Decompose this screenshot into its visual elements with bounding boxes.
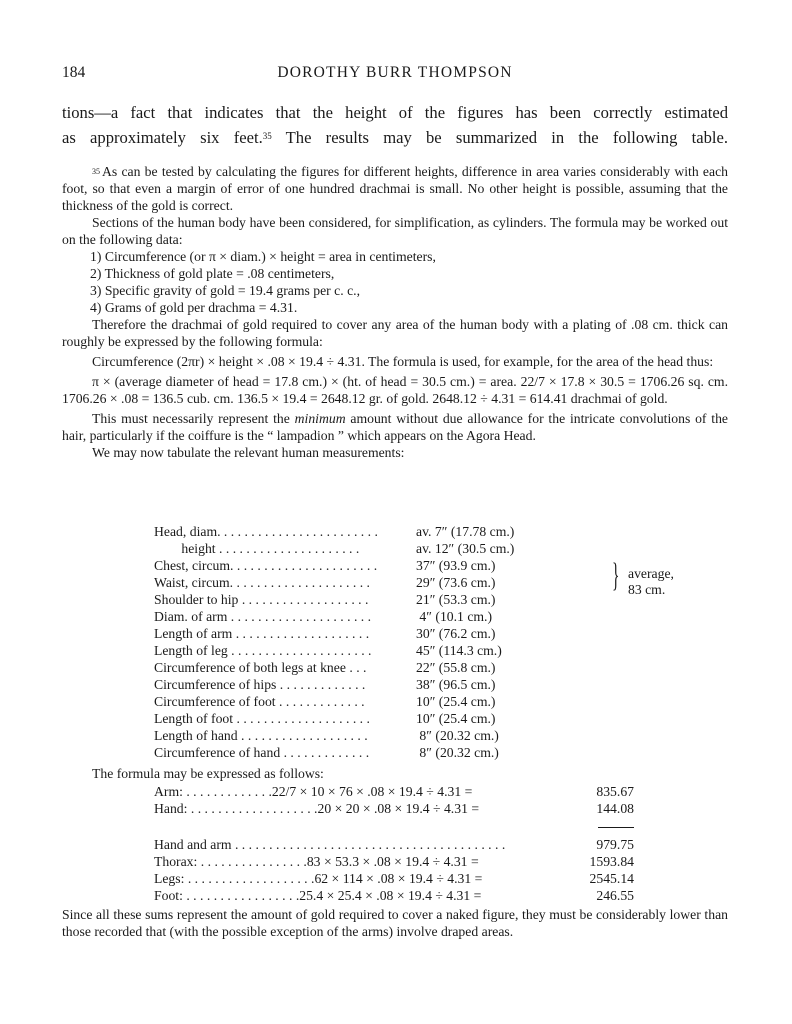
data-list-item: 1) Circumference (or π × diam.) × height = area in centimeters, [90,249,436,264]
measure-label: Length of arm . . . . . . . . . . . . . . . . . . . . [154,626,370,641]
footnote-35 [62,163,728,461]
running-header [62,64,728,86]
footnote-reference[interactable]: 35 [262,131,272,141]
table-row [154,693,674,710]
data-list-item: 2) Thickness of gold plate = .08 centimeters, [90,266,335,281]
measure-label: Length of leg . . . . . . . . . . . . . . . . . . . . . [154,643,372,658]
measure-label: Circumference of hand . . . . . . . . . . . . . [154,745,370,760]
measure-value: 29″ (73.6 cm.) [416,575,496,590]
main-text-line-1: tions—a fact that indicates that the height of the figures has been correctly estimated [62,103,728,122]
footnote-para-1 [62,163,728,214]
footnote-para-6-b: amount without due allowance for the intricate convolutions of the hair, particularly if the coiffure is the “ lampadion ” which appears on the Agora Head. [62,411,729,443]
footnote-para-6 [62,410,728,444]
table-row [154,727,674,744]
calc-result: 1593.84 [589,854,634,869]
table-row [154,659,674,676]
measure-value: 38″ (96.5 cm.) [416,677,496,692]
calc-expression: Foot: . . . . . . . . . . . . . . . . .25.4 × 25.4 × .08 × 19.4 ÷ 4.31 = [154,888,482,903]
average-note: average, 83 cm. [628,566,674,597]
measure-label: Diam. of arm . . . . . . . . . . . . . . . . . . . . . [154,609,372,624]
calc-result: 835.67 [596,784,634,799]
measure-value: 4″ (10.1 cm.) [416,609,493,624]
measure-value: 8″ (20.32 cm.) [416,745,499,760]
data-list-item: 4) Grams of gold per drachma = 4.31. [90,300,298,315]
table-row [154,744,674,761]
table-row [154,608,674,625]
data-list [62,248,728,316]
measure-value: 45″ (114.3 cm.) [416,643,502,658]
calc-expression: Legs: . . . . . . . . . . . . . . . . . . .62 × 114 × .08 × 19.4 ÷ 4.31 = [154,871,483,886]
measure-value: av. 12″ (30.5 cm.) [416,541,515,556]
footnote-para-5: π × (average diameter of head = 17.8 cm.) × (ht. of head = 30.5 cm.) = area. 22/7 × 17.8 × 30.5 = 1706.26 sq. cm. 1706.26 × .08 = 136.5 cub. cm. 136.5 × 19.4 = 2648.12 gr. of gold. 2648.12 ÷ 4.31 = 614.41 drachmai of gold. [62,374,728,406]
measure-label: Waist, circum. . . . . . . . . . . . . . . . . . . . . [154,575,370,590]
measure-label: Length of foot . . . . . . . . . . . . . . . . . . . . [154,711,370,726]
calc-row-hand [154,800,634,817]
footnote-para-3: Therefore the drachmai of gold required to cover any area of the human body with a plating of .08 cm. thick can roughly be expressed by the following formula: [62,317,728,349]
sum-rule [598,827,634,828]
right-brace-icon: } [612,557,620,594]
measure-label: Circumference of hips . . . . . . . . . . . . . [154,677,366,692]
calc-row-foot [154,887,634,904]
measure-value: 37″ (93.9 cm.) [416,558,496,573]
calc-row-thorax [154,853,634,870]
table-row [154,523,674,540]
calc-expression: Hand and arm . . . . . . . . . . . . . . . . . . . . . . . . . . . . . . . . . . . . . . . . [154,837,506,852]
table-row [154,625,674,642]
running-title: DOROTHY BURR THOMPSON [277,64,513,81]
measure-value: 10″ (25.4 cm.) [416,694,496,709]
calc-expression: Hand: . . . . . . . . . . . . . . . . . . .20 × 20 × .08 × 19.4 ÷ 4.31 = [154,801,480,816]
measure-value: av. 7″ (17.78 cm.) [416,524,515,539]
measure-label: Head, diam. . . . . . . . . . . . . . . . . . . . . . . . [154,524,378,539]
main-text-line-2-end: The results may be summarized in the following table. [271,128,728,147]
calc-row-legs [154,870,634,887]
table-row [154,676,674,693]
measure-label: Shoulder to hip . . . . . . . . . . . . . . . . . . . [154,592,369,607]
main-text-line-2 [62,125,728,150]
footnote-para-6-a: This must necessarily represent the [92,411,295,426]
footnote-para-7: We may now tabulate the relevant human measurements: [92,445,405,460]
footnote-para-1-text: As can be tested by calculating the figures for different heights, difference in area varies considerably with each foot, so that even a margin of error of one hundred drachmai is small. No other height is possible, assuming that the thickness of the gold is correct. [62,164,728,213]
measurements-table [154,523,674,761]
calc-expression: Thorax: . . . . . . . . . . . . . . . .83 × 53.3 × .08 × 19.4 ÷ 4.31 = [154,854,479,869]
measure-value: 21″ (53.3 cm.) [416,592,496,607]
table-row [154,557,674,574]
table-row [154,591,674,608]
measure-label: Circumference of foot . . . . . . . . . . . . . [154,694,365,709]
measure-value: 10″ (25.4 cm.) [416,711,496,726]
measure-label: Length of hand . . . . . . . . . . . . . . . . . . . [154,728,368,743]
formula-intro: The formula may be expressed as follows: [92,766,324,781]
main-text [62,100,728,150]
calc-result: 246.55 [596,888,634,903]
footnote-marker: 35 [92,167,100,176]
page-number: 184 [62,64,86,81]
table-row [154,642,674,659]
table-row [154,710,674,727]
table-row [154,540,674,557]
calc-row-hand-and-arm [154,836,634,853]
emphasis-minimum: minimum [294,411,346,426]
calc-result: 2545.14 [589,871,634,886]
measure-value: 22″ (55.8 cm.) [416,660,496,675]
table-row [154,574,674,591]
page [62,0,728,1024]
measure-label: Chest, circum. . . . . . . . . . . . . . . . . . . . . . [154,558,378,573]
calc-result: 979.75 [596,837,634,852]
main-text-line-2-start: as approximately six feet. [62,128,263,147]
measure-value: 30″ (76.2 cm.) [416,626,496,641]
data-list-item: 3) Specific gravity of gold = 19.4 grams per c. c., [90,283,360,298]
calc-result: 144.08 [596,801,634,816]
footnote-para-4: Circumference (2πr) × height × .08 × 19.4 ÷ 4.31. The formula is used, for example, for the area of the head thus: [92,354,714,369]
measure-label: height . . . . . . . . . . . . . . . . . . . . . [154,541,360,556]
calc-row-arm [154,783,634,800]
measure-value: 8″ (20.32 cm.) [416,728,499,743]
measure-label: Circumference of both legs at knee . . . [154,660,367,675]
footnote-para-2: Sections of the human body have been considered, for simplification, as cylinders. The formula may be worked out on the following data: [62,215,728,247]
closing-paragraph: Since all these sums represent the amount of gold required to cover a naked figure, they must be considerably lower than those recorded that (with the possible exception of the arms) involve draped areas. [62,907,728,939]
calc-expression: Arm: . . . . . . . . . . . . .22/7 × 10 × 76 × .08 × 19.4 ÷ 4.31 = [154,784,473,799]
